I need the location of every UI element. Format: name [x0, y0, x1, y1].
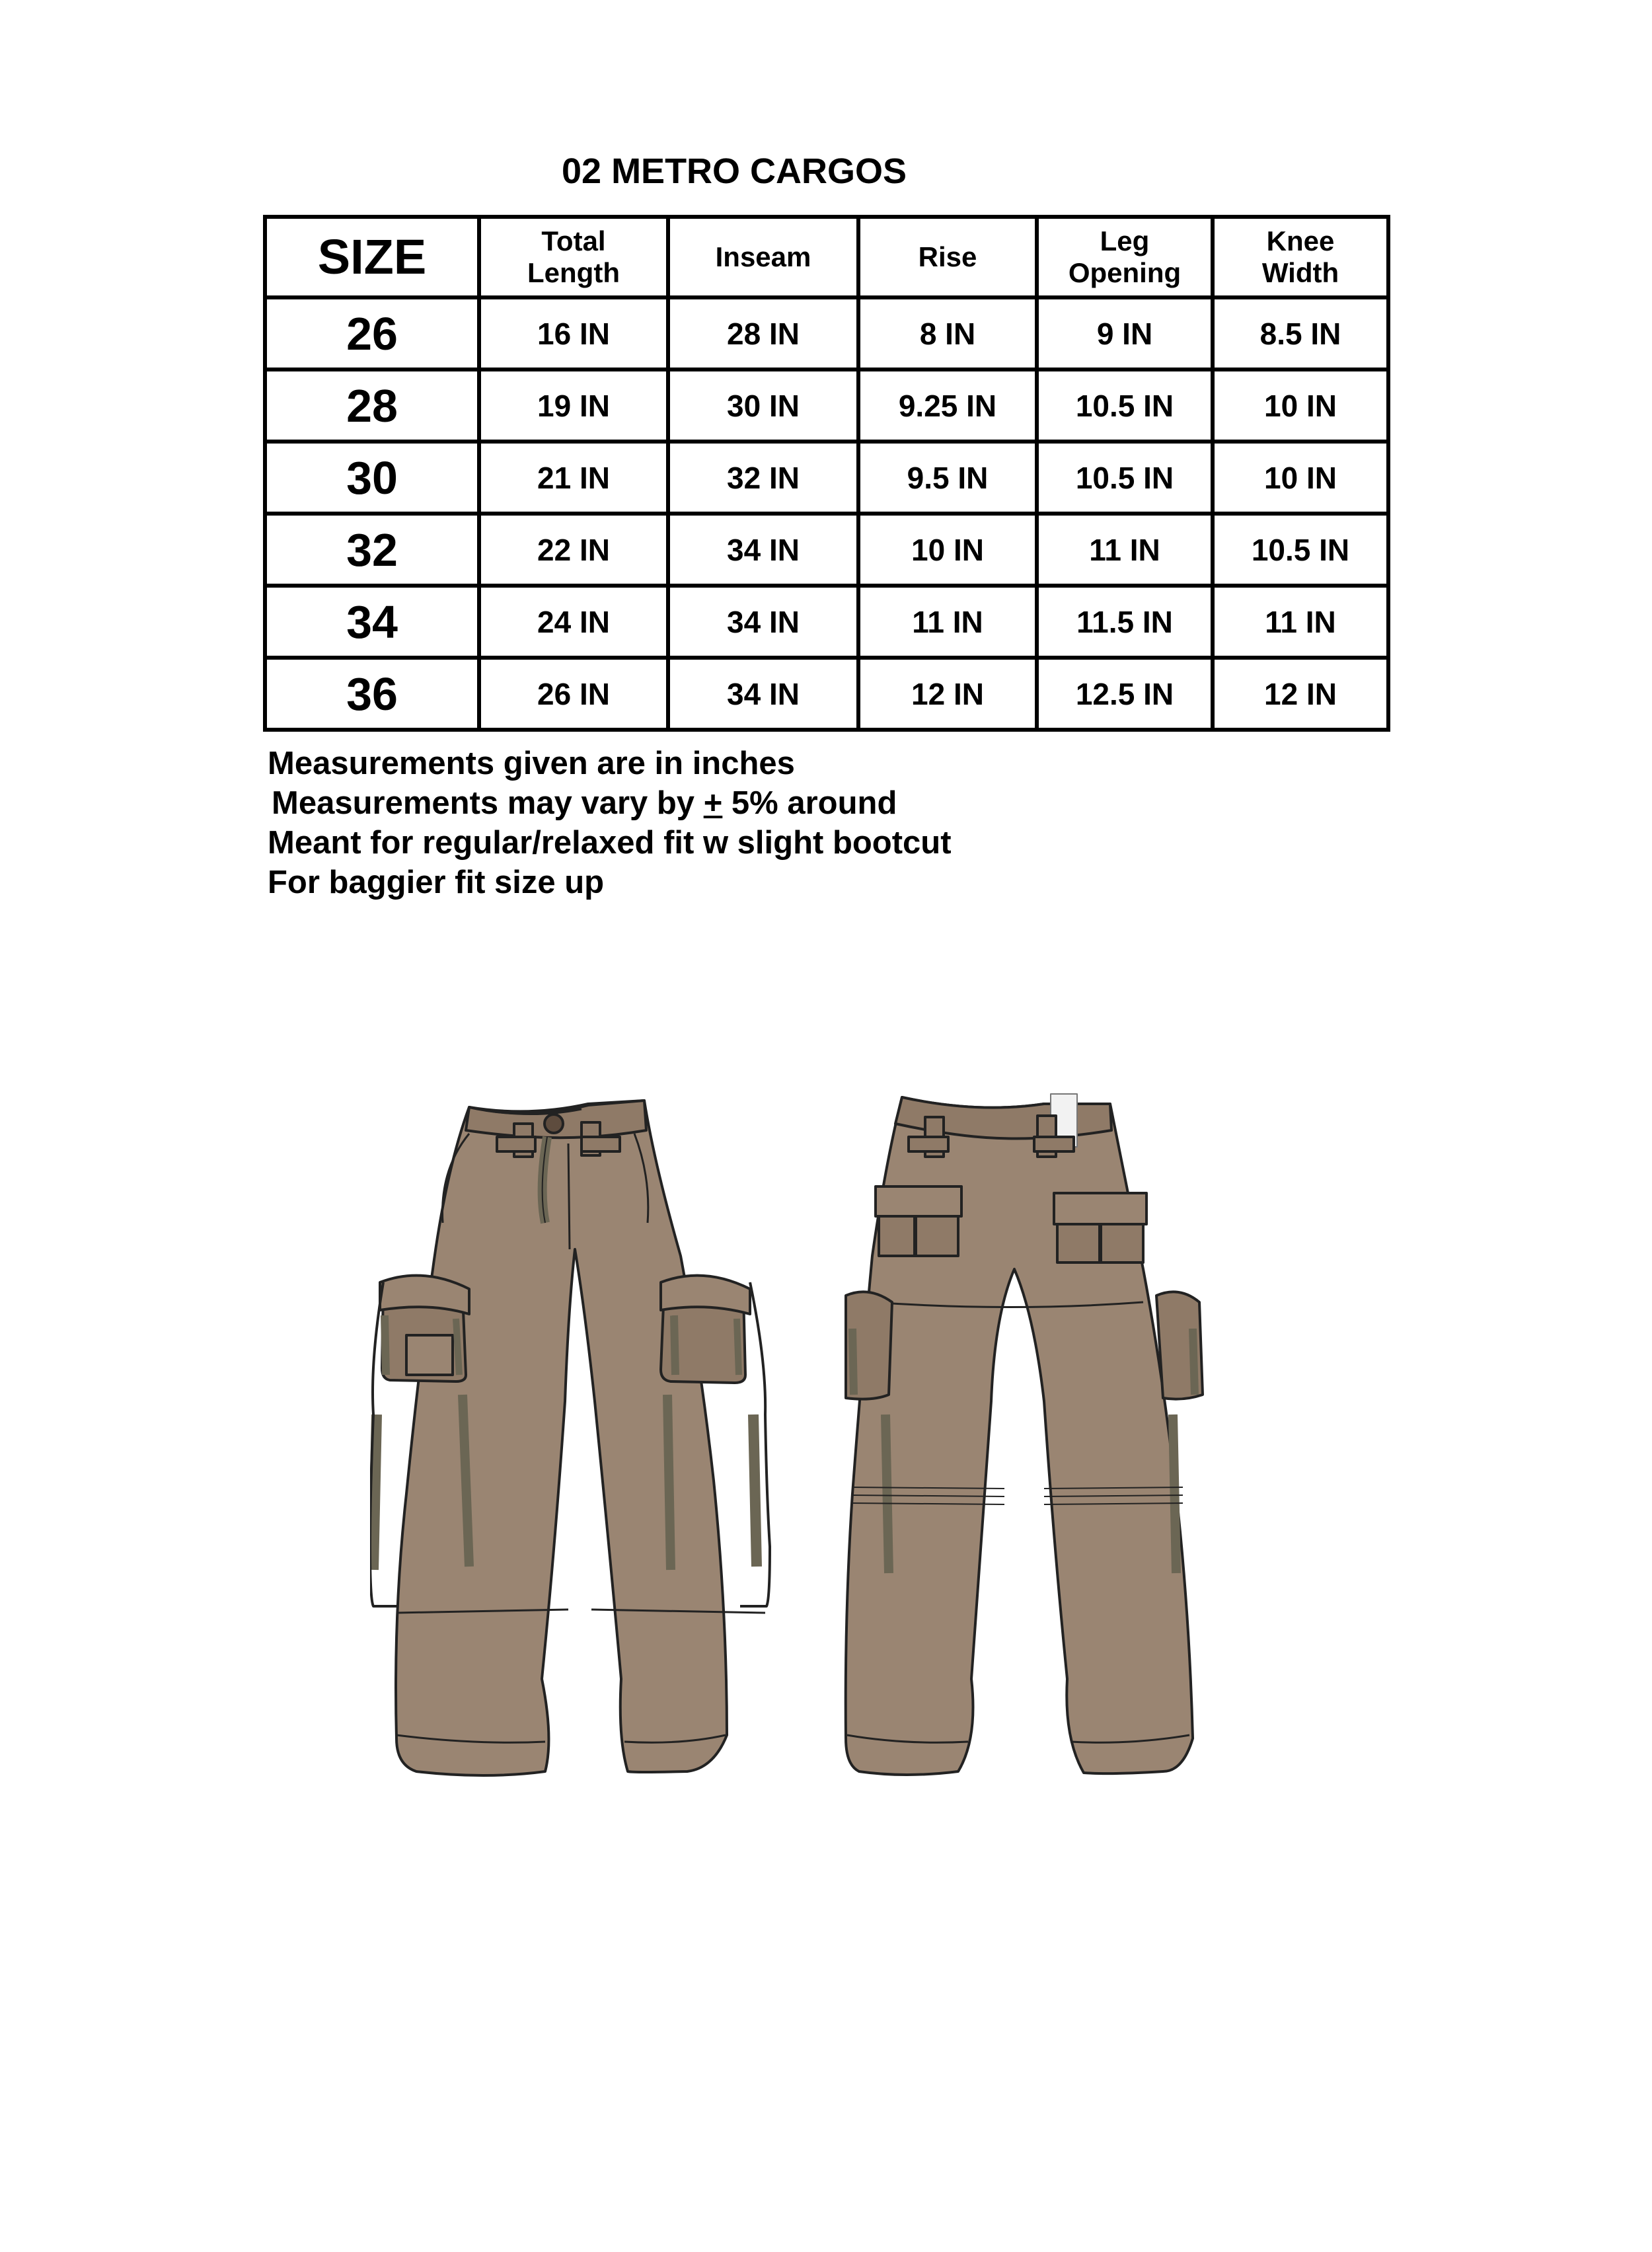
- size-cell: 36: [265, 658, 479, 730]
- cargo-pants-front-view: [370, 1101, 770, 1775]
- header-total-length-line2: Length: [527, 257, 620, 288]
- size-cell: 32: [265, 514, 479, 586]
- table-row: [265, 514, 1388, 586]
- note-line-variance: [268, 783, 952, 823]
- note-variance-text: Measurements may vary by: [272, 785, 704, 821]
- rise-cell: 10 IN: [858, 514, 1037, 586]
- header-leg-opening: [1037, 217, 1213, 297]
- header-leg-opening-line2: Opening: [1068, 257, 1182, 288]
- total-length-cell: 22 IN: [479, 514, 668, 586]
- inseam-cell: 34 IN: [668, 658, 858, 730]
- table-row: [265, 586, 1388, 658]
- header-total-length-line1: Total: [541, 225, 606, 256]
- note-line-size-up: For baggier fit size up: [268, 865, 605, 900]
- inseam-cell: 28 IN: [668, 297, 858, 369]
- table-row: [265, 658, 1388, 730]
- table-row: [265, 297, 1388, 369]
- leg-opening-cell: 11.5 IN: [1037, 586, 1213, 658]
- leg-opening-cell: 9 IN: [1037, 297, 1213, 369]
- header-rise: Rise: [858, 217, 1037, 297]
- knee-width-cell: 10 IN: [1213, 369, 1388, 442]
- inseam-cell: 32 IN: [668, 442, 858, 514]
- inseam-cell: 34 IN: [668, 514, 858, 586]
- total-length-cell: 16 IN: [479, 297, 668, 369]
- knee-width-cell: 10 IN: [1213, 442, 1388, 514]
- total-length-cell: 21 IN: [479, 442, 668, 514]
- knee-width-cell: 10.5 IN: [1213, 514, 1388, 586]
- size-chart-table: [263, 215, 1390, 732]
- leg-opening-cell: 11 IN: [1037, 514, 1213, 586]
- size-cell: 30: [265, 442, 479, 514]
- note-line-fit: Meant for regular/relaxed fit w slight bootcut: [268, 825, 952, 861]
- rise-cell: 11 IN: [858, 586, 1037, 658]
- rise-cell: 8 IN: [858, 297, 1037, 369]
- header-inseam: Inseam: [668, 217, 858, 297]
- leg-opening-cell: 12.5 IN: [1037, 658, 1213, 730]
- size-cell: 34: [265, 586, 479, 658]
- rise-cell: 12 IN: [858, 658, 1037, 730]
- rise-cell: 9.25 IN: [858, 369, 1037, 442]
- rise-cell: 9.5 IN: [858, 442, 1037, 514]
- plus-minus-symbol: +: [703, 785, 723, 821]
- page-title: 02 METRO CARGOS: [562, 151, 907, 191]
- header-total-length: [479, 217, 668, 297]
- header-leg-opening-line1: Leg: [1100, 225, 1150, 256]
- knee-width-cell: 12 IN: [1213, 658, 1388, 730]
- note-variance-amount: 5% around: [722, 785, 897, 821]
- product-illustrations: [370, 1084, 1282, 1808]
- note-line-units: Measurements given are in inches: [268, 746, 795, 781]
- knee-width-cell: 8.5 IN: [1213, 297, 1388, 369]
- header-size: SIZE: [265, 217, 479, 297]
- knee-width-cell: 11 IN: [1213, 586, 1388, 658]
- leg-opening-cell: 10.5 IN: [1037, 442, 1213, 514]
- leg-opening-cell: 10.5 IN: [1037, 369, 1213, 442]
- table-row: [265, 369, 1388, 442]
- header-knee-width-line1: Knee: [1266, 225, 1335, 256]
- table-row: [265, 442, 1388, 514]
- cargo-pants-back-view: [846, 1094, 1203, 1775]
- size-cell: 28: [265, 369, 479, 442]
- measurement-notes: [268, 744, 952, 902]
- header-knee-width: [1213, 217, 1388, 297]
- table-header-row: [265, 217, 1388, 297]
- total-length-cell: 19 IN: [479, 369, 668, 442]
- header-knee-width-line2: Width: [1261, 257, 1339, 288]
- total-length-cell: 24 IN: [479, 586, 668, 658]
- size-cell: 26: [265, 297, 479, 369]
- inseam-cell: 34 IN: [668, 586, 858, 658]
- total-length-cell: 26 IN: [479, 658, 668, 730]
- inseam-cell: 30 IN: [668, 369, 858, 442]
